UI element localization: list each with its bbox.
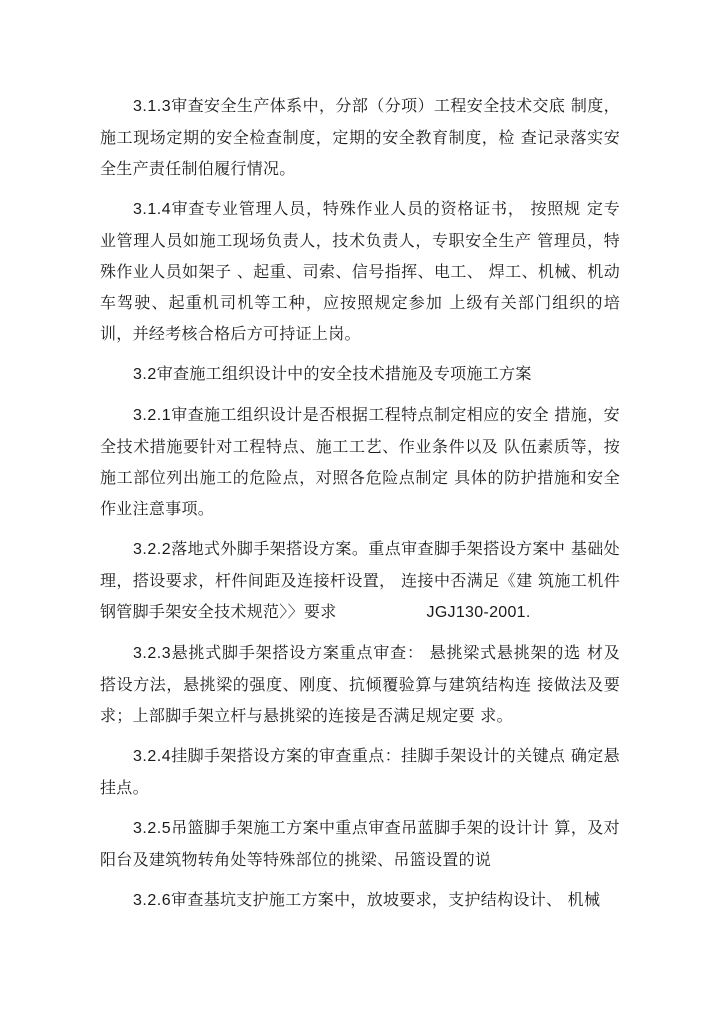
paragraph-3-2-2 <box>100 533 620 628</box>
section-number: 3.1.4 <box>133 201 172 218</box>
section-number: 3.2.2 <box>133 541 172 558</box>
paragraph-text: 吊篮脚手架施工方案中重点审查吊蓝脚手架的设计计 算，及对阳台及建筑物转角处等特殊部位的挑梁、吊篮设置的说 <box>100 818 620 869</box>
paragraph-3-2-6 <box>100 884 620 916</box>
paragraph-text: 落地式外脚手架搭设方案。重点审查脚手架搭设方案中 基础处理，搭设要求，杆件间距及连接杆设置， 连接中否满足《建 筑施工机件钢管脚手架安全技术规范〉〉要求 <box>100 539 620 621</box>
paragraph-3-2-3 <box>100 637 620 731</box>
section-heading-3-2 <box>100 358 620 390</box>
paragraph-3-2-4 <box>100 740 620 803</box>
document-body <box>100 90 620 925</box>
paragraph-text: 挂脚手架搭设方案的审查重点：挂脚手架设计的关键点 确定悬挂点。 <box>100 746 620 797</box>
paragraph-text: 悬挑式脚手架搭设方案重点审查： 悬挑梁式悬挑架的选 材及搭设方法，悬挑梁的强度、刚度、抗倾覆验算与建筑结构连 接做法及要求；上部脚手架立杆与悬挑梁的连接是否满足规定要 求。 <box>100 643 620 725</box>
paragraph-3-2-1 <box>100 399 620 524</box>
section-number: 3.1.3 <box>133 98 172 115</box>
paragraph-text: 审查施工组织设计是否根据工程特点制定相应的安全 措施，安全技术措施要针对工程特点、施工工艺、作业条件以及 队伍素质等，按施工部位列出施工的危险点，对照各危险点制定 具体的防护措施和安全作业注意事项。 <box>100 405 620 518</box>
standard-code: JGJ130-2001. <box>426 604 531 621</box>
section-number: 3.2 <box>133 366 157 383</box>
paragraph-3-1-4 <box>100 193 620 349</box>
section-number: 3.2.1 <box>133 407 172 424</box>
paragraph-text: 审查基坑支护施工方案中，放坡要求，支护结构设计、 机械 <box>171 890 601 909</box>
section-number: 3.2.3 <box>133 645 172 662</box>
paragraph-text: 审查专业管理人员，特殊作业人员的资格证书， 按照规 定专业管理人员如施工现场负责人，技术负责人，专职安全生产 管理员，特殊作业人员如架子 、起重、司索、信号指挥、电工、 焊工、机械、机动车驾驶、起重机司机等工种，应按照规定参加 上级有关部门组织的培训，并经考核合格后方可持证上岗。 <box>100 199 620 343</box>
section-number: 3.2.6 <box>133 892 172 909</box>
paragraph-3-1-3 <box>100 90 620 184</box>
paragraph-3-2-5 <box>100 812 620 875</box>
heading-text: 审查施工组织设计中的安全技术措施及专项施工方案 <box>156 364 532 383</box>
paragraph-text: 审查安全生产体系中，分部（分项）工程安全技术交底 制度，施工现场定期的安全检查制度，定期的安全教育制度，检 查记录落实安全生产责任制伯履行情况。 <box>100 96 620 178</box>
section-number: 3.2.5 <box>133 820 172 837</box>
section-number: 3.2.4 <box>133 748 172 765</box>
